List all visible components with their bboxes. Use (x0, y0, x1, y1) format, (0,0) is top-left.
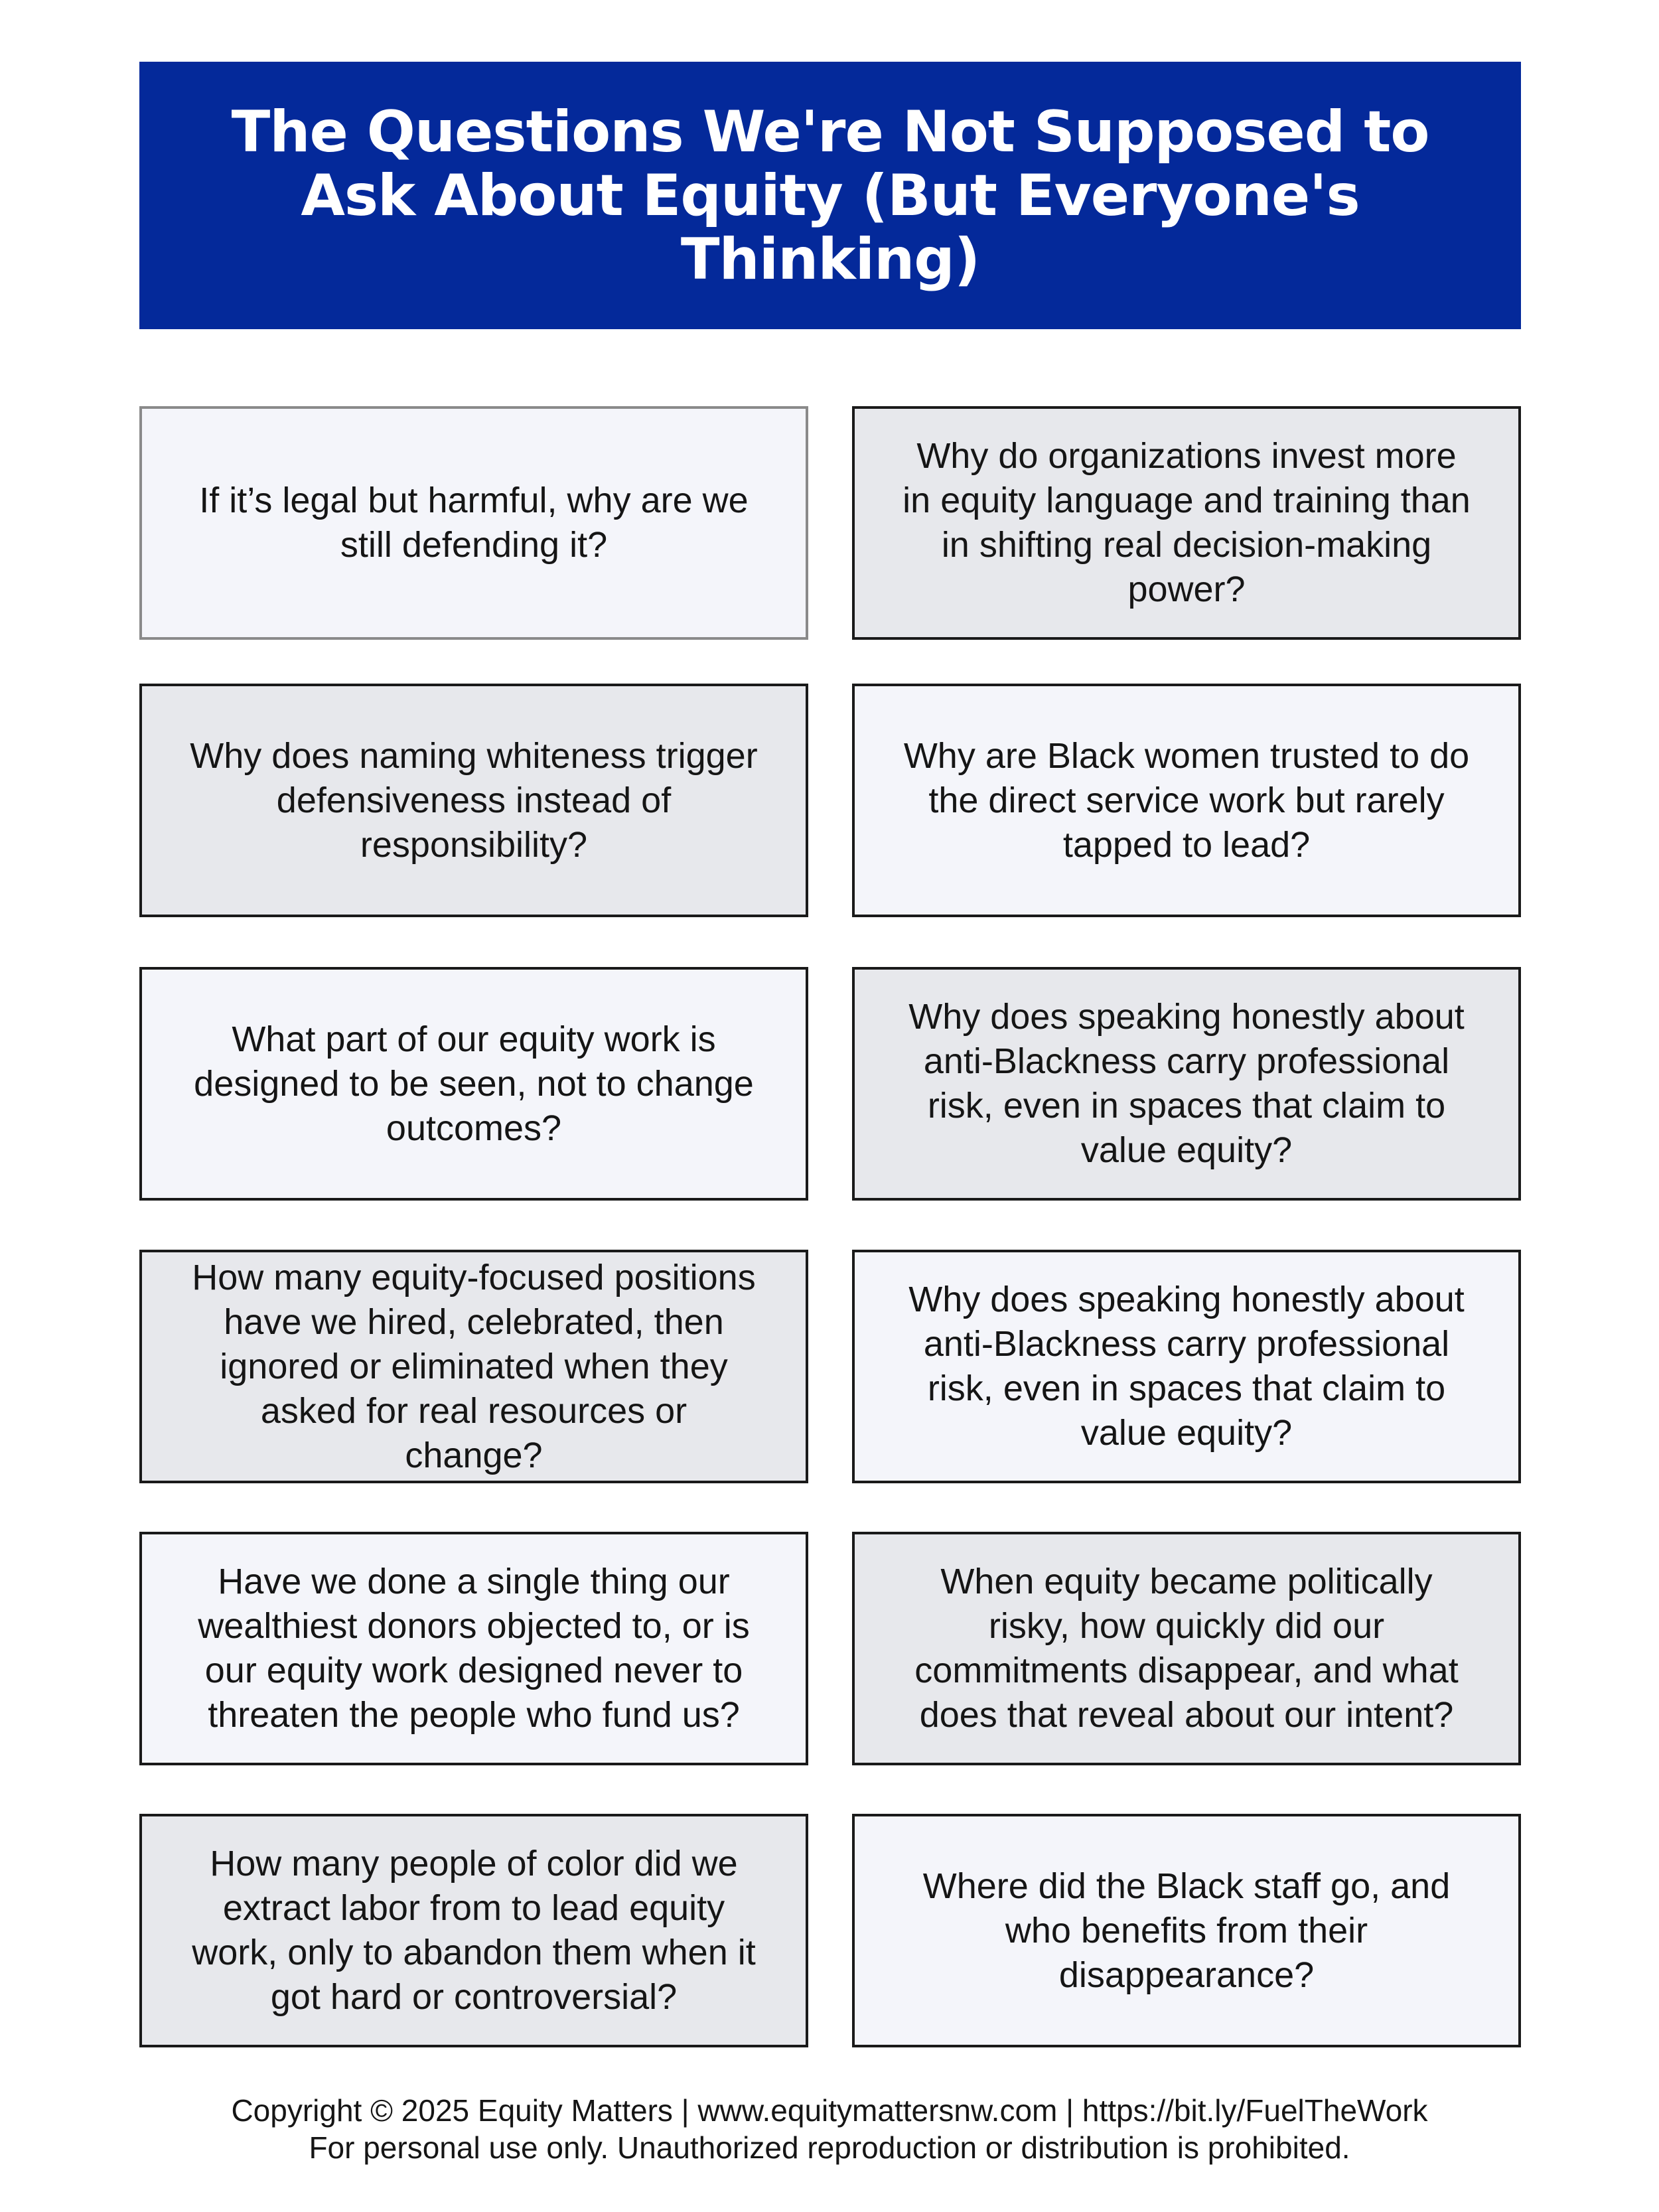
question-text: How many equity-focused positions have we hired, celebrated, then ignored or eliminated when they asked for real resources or change? (192, 1257, 756, 1475)
question-text: What part of our equity work is designed to be seen, not to change outcomes? (194, 1019, 754, 1148)
title-banner (139, 62, 1521, 329)
question-card (139, 1532, 808, 1765)
question-card (139, 684, 808, 917)
question-card (139, 1250, 808, 1483)
question-text: Have we done a single thing our wealthiest donors objected to, or is our equity work designed never to threaten the people who fund us? (198, 1562, 750, 1735)
question-card (139, 1814, 808, 2047)
question-card (139, 967, 808, 1201)
footer (0, 2092, 1659, 2166)
question-card (852, 1250, 1521, 1483)
question-text: Why does speaking honestly about anti-Blackness carry professional risk, even in spaces that claim to value equity? (908, 1280, 1465, 1453)
question-card (852, 684, 1521, 917)
page-title: The Questions We're Not Supposed to Ask About Equity (But Everyone's Thinking) (231, 98, 1429, 293)
question-text: How many people of color did we extract labor from to lead equity work, only to abandon them when it got hard or controversial? (192, 1844, 756, 2017)
question-card (852, 967, 1521, 1201)
question-text: If it’s legal but harmful, why are we still defending it? (199, 480, 749, 565)
question-text: Why does naming whiteness trigger defensiveness instead of responsibility? (190, 735, 758, 865)
question-card (852, 406, 1521, 640)
question-text: Why are Black women trusted to do the direct service work but rarely tapped to lead? (903, 735, 1470, 865)
question-text: When equity became politically risky, how quickly did our commitments disappear, and what does that reveal about our intent? (914, 1562, 1459, 1735)
question-text: Why does speaking honestly about anti-Blackness carry professional risk, even in spaces that claim to value equity? (908, 997, 1465, 1170)
question-card (852, 1814, 1521, 2047)
question-card (852, 1532, 1521, 1765)
question-text: Where did the Black staff go, and who benefits from their disappearance? (922, 1866, 1451, 1995)
copyright-line: Copyright © 2025 Equity Matters | www.equitymattersnw.com | https://bit.ly/FuelTheWork (231, 2093, 1428, 2128)
question-card (139, 406, 808, 640)
question-text: Why do organizations invest more in equity language and training than in shifting real decision-making power? (902, 436, 1471, 609)
usage-notice: For personal use only. Unauthorized reproduction or distribution is prohibited. (309, 2130, 1350, 2165)
